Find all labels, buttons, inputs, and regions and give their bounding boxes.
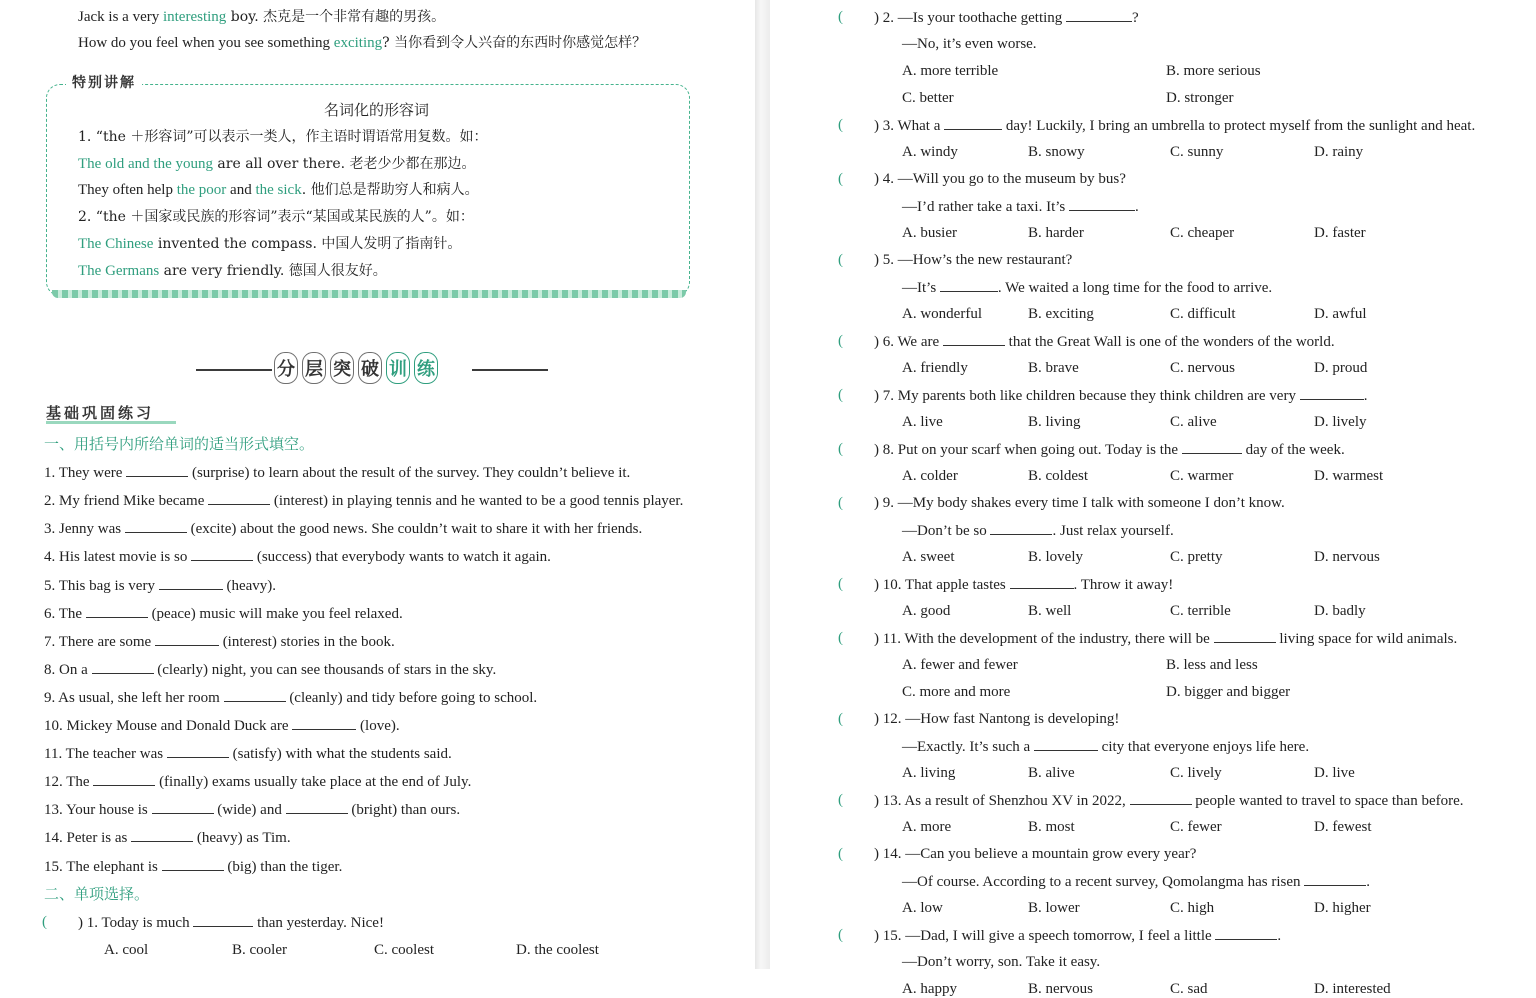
text: ) 7. My parents both like children because they think children are very bbox=[874, 388, 1300, 404]
answer-blank[interactable] bbox=[1304, 872, 1366, 886]
question-line bbox=[902, 521, 1174, 540]
option[interactable]: C. coolest bbox=[374, 942, 434, 958]
answer-blank[interactable] bbox=[159, 576, 223, 590]
text: . bbox=[1135, 199, 1139, 215]
option[interactable]: B. alive bbox=[1028, 765, 1075, 781]
option[interactable]: A. good bbox=[902, 603, 951, 619]
text: than yesterday. Nice! bbox=[253, 915, 384, 931]
text: are very friendly. 德国人很友好。 bbox=[159, 263, 387, 279]
fill-in-item bbox=[44, 632, 395, 651]
text: ) 4. —Will you go to the museum by bus? bbox=[874, 171, 1126, 187]
option[interactable]: A. busier bbox=[902, 225, 957, 241]
answer-paren: ( bbox=[42, 914, 47, 930]
text: (surprise) to learn about the result of the survey. They couldn’t believe it. bbox=[188, 465, 631, 481]
text: . We waited a long time for the food to arrive. bbox=[997, 280, 1273, 296]
answer-blank[interactable] bbox=[152, 800, 214, 814]
option[interactable]: B. living bbox=[1028, 414, 1081, 430]
text: 3. Jenny was bbox=[44, 521, 125, 537]
tips-example bbox=[78, 155, 476, 173]
question-line bbox=[902, 872, 1370, 891]
text: (big) than the tiger. bbox=[223, 859, 343, 875]
text: ) 6. We are bbox=[874, 334, 943, 350]
option[interactable]: C. cheaper bbox=[1170, 225, 1235, 241]
text: (peace) music will make you feel relaxed. bbox=[147, 606, 403, 622]
banner-char: 破 bbox=[358, 352, 382, 384]
text: . bbox=[1363, 388, 1368, 404]
text: 1. They were bbox=[44, 465, 127, 481]
highlight-word: The old and the young bbox=[78, 156, 213, 172]
option[interactable]: B. exciting bbox=[1028, 306, 1094, 322]
text: —No, it’s even worse. bbox=[902, 36, 1037, 52]
left-page bbox=[0, 0, 755, 969]
banner-char: 突 bbox=[330, 352, 354, 384]
text: ) 14. —Can you believe a mountain grow every year? bbox=[874, 846, 1197, 862]
option[interactable]: B. snowy bbox=[1028, 144, 1085, 160]
question-stem bbox=[874, 440, 1345, 459]
text: (success) that everybody wants to watch it again. bbox=[253, 549, 551, 565]
question-line bbox=[902, 35, 1037, 53]
text: ) 2. —Is your toothache getting bbox=[874, 10, 1067, 26]
question-line bbox=[902, 953, 1100, 971]
option[interactable]: C. lively bbox=[1170, 765, 1222, 781]
text: ? bbox=[1132, 10, 1139, 26]
text: . Throw it away! bbox=[1073, 577, 1174, 593]
question-stem bbox=[874, 845, 1196, 863]
text: (cleanly) and tidy before going to school. bbox=[285, 690, 538, 706]
option[interactable]: D. higher bbox=[1314, 900, 1371, 916]
page-gutter bbox=[755, 0, 770, 969]
text: Jack is a very bbox=[78, 9, 163, 25]
text: (finally) exams usually take place at the end of July. bbox=[155, 774, 472, 790]
answer-blank[interactable] bbox=[167, 744, 229, 758]
option[interactable]: C. terrible bbox=[1170, 603, 1231, 619]
answer-blank[interactable] bbox=[193, 913, 253, 927]
fill-in-item bbox=[44, 772, 471, 791]
text: ) 10. That apple tastes bbox=[874, 577, 1010, 593]
section-banner bbox=[274, 352, 438, 386]
text: —Don’t be so bbox=[902, 523, 991, 539]
text: —It’s bbox=[902, 280, 940, 296]
option[interactable]: A. friendly bbox=[902, 360, 968, 376]
option[interactable]: D. the coolest bbox=[516, 942, 599, 958]
option[interactable]: C. warmer bbox=[1170, 468, 1234, 484]
text: (heavy). bbox=[222, 578, 277, 594]
highlight-word: exciting bbox=[333, 35, 383, 51]
answer-paren: ( bbox=[838, 171, 843, 187]
text: ? 当你看到令人兴奋的东西时你感觉怎样？ bbox=[382, 35, 647, 51]
answer-paren: ( bbox=[838, 927, 843, 943]
answer-paren: ( bbox=[838, 117, 843, 133]
option[interactable]: D. nervous bbox=[1314, 549, 1380, 565]
answer-paren: ( bbox=[838, 333, 843, 349]
part-2-heading: 二、单项选择。 bbox=[44, 885, 150, 903]
option[interactable]: C. high bbox=[1170, 900, 1215, 916]
answer-paren: ( bbox=[838, 846, 843, 862]
tips-example bbox=[78, 262, 387, 280]
option[interactable]: A. cool bbox=[104, 942, 149, 958]
option[interactable]: D. proud bbox=[1314, 360, 1368, 376]
text: boy. 杰克是一个非常有趣的男孩。 bbox=[226, 9, 446, 25]
highlight-word: the poor bbox=[176, 182, 227, 198]
banner-char: 层 bbox=[302, 352, 326, 384]
answer-blank[interactable] bbox=[131, 828, 193, 842]
text: 11. The teacher was bbox=[44, 746, 167, 762]
intro-line bbox=[78, 8, 445, 26]
option[interactable]: D. interested bbox=[1314, 981, 1391, 997]
text: They often help bbox=[78, 182, 177, 198]
option[interactable]: B. well bbox=[1028, 603, 1072, 619]
text: (heavy) as Tim. bbox=[193, 830, 291, 846]
fill-in-item bbox=[44, 800, 460, 819]
intro-line bbox=[78, 34, 646, 52]
option[interactable]: A. colder bbox=[902, 468, 958, 484]
text: (bright) than ours. bbox=[347, 802, 461, 818]
text: 10. Mickey Mouse and Donald Duck are bbox=[44, 718, 293, 734]
answer-blank[interactable] bbox=[1182, 440, 1242, 454]
answer-blank[interactable] bbox=[93, 772, 155, 786]
option[interactable]: B. less and less bbox=[1166, 657, 1258, 673]
fill-in-item bbox=[44, 688, 537, 707]
option[interactable]: A. living bbox=[902, 765, 956, 781]
text: are all over there. 老老少少都在那边。 bbox=[212, 156, 476, 172]
answer-paren: ( bbox=[838, 576, 843, 592]
answer-paren: ( bbox=[838, 9, 843, 25]
answer-blank[interactable] bbox=[155, 632, 219, 646]
option[interactable]: C. alive bbox=[1170, 414, 1217, 430]
tips-heading: 特别讲解 bbox=[66, 72, 142, 92]
option[interactable]: A. windy bbox=[902, 144, 958, 160]
answer-blank[interactable] bbox=[286, 800, 348, 814]
text: (wide) and bbox=[213, 802, 286, 818]
option[interactable]: D. live bbox=[1314, 765, 1355, 781]
tips-box-border-decoration bbox=[52, 290, 686, 298]
question-stem bbox=[874, 629, 1457, 648]
question-stem bbox=[874, 332, 1335, 351]
text: ) 3. What a bbox=[874, 118, 945, 134]
answer-blank[interactable] bbox=[940, 278, 998, 292]
option[interactable]: B. nervous bbox=[1028, 981, 1093, 997]
question-stem bbox=[874, 791, 1464, 810]
answer-blank[interactable] bbox=[208, 491, 270, 505]
option[interactable]: C. difficult bbox=[1170, 306, 1236, 322]
answer-blank[interactable] bbox=[292, 716, 356, 730]
text: (interest) stories in the book. bbox=[218, 634, 395, 650]
text: 2. My friend Mike became bbox=[44, 493, 209, 509]
fill-in-item bbox=[44, 828, 291, 847]
text: 12. The bbox=[44, 774, 94, 790]
option[interactable]: D. bigger and bigger bbox=[1166, 684, 1291, 700]
question-stem bbox=[874, 251, 1072, 269]
text: ) 5. —How’s the new restaurant? bbox=[874, 252, 1073, 268]
fill-in-item bbox=[44, 857, 342, 876]
text: day of the week. bbox=[1241, 442, 1345, 458]
question-stem bbox=[874, 116, 1475, 135]
text: . Just relax yourself. bbox=[1052, 523, 1174, 539]
fill-in-item bbox=[44, 604, 403, 623]
answer-blank[interactable] bbox=[191, 547, 253, 561]
fill-in-item bbox=[44, 660, 496, 679]
answer-blank[interactable] bbox=[125, 519, 187, 533]
text: (satisfy) with what the students said. bbox=[228, 746, 452, 762]
text: ) 15. —Dad, I will give a speech tomorrow, I feel a little bbox=[874, 928, 1216, 944]
tips-example bbox=[78, 235, 461, 253]
fill-in-item bbox=[44, 716, 400, 735]
answer-paren: ( bbox=[838, 495, 843, 511]
text: living space for wild animals. bbox=[1275, 631, 1458, 647]
option[interactable]: C. more and more bbox=[902, 684, 1011, 700]
question-stem bbox=[874, 710, 1119, 728]
question-line bbox=[902, 197, 1139, 216]
text: 6. The bbox=[44, 606, 86, 622]
option[interactable]: C. fewer bbox=[1170, 819, 1222, 835]
answer-blank[interactable] bbox=[943, 332, 1005, 346]
text: —Of course. According to a recent survey, Qomolangma has risen bbox=[902, 874, 1305, 890]
option[interactable]: D. rainy bbox=[1314, 144, 1364, 160]
text: (excite) about the good news. She couldn’t wait to share it with her friends. bbox=[186, 521, 643, 537]
text: city that everyone enjoys life here. bbox=[1097, 739, 1310, 755]
answer-blank[interactable] bbox=[1069, 197, 1135, 211]
question-stem bbox=[874, 494, 1285, 512]
answer-paren: ( bbox=[838, 441, 843, 457]
option[interactable]: B. lower bbox=[1028, 900, 1080, 916]
option[interactable]: C. better bbox=[902, 90, 954, 106]
banner-char: 练 bbox=[414, 352, 438, 384]
banner-char: 分 bbox=[274, 352, 298, 384]
text: 9. As usual, she left her room bbox=[44, 690, 224, 706]
option[interactable]: C. sunny bbox=[1170, 144, 1224, 160]
text: (love). bbox=[356, 718, 400, 734]
option[interactable]: B. cooler bbox=[232, 942, 287, 958]
text: 4. His latest movie is so bbox=[44, 549, 192, 565]
answer-paren: ( bbox=[838, 711, 843, 727]
fill-in-item bbox=[44, 547, 551, 566]
fill-in-item bbox=[44, 463, 630, 482]
question-line bbox=[902, 278, 1272, 297]
text: How do you feel when you see something bbox=[78, 35, 334, 51]
answer-blank[interactable] bbox=[1215, 926, 1277, 940]
fill-in-item bbox=[44, 744, 452, 763]
text: 13. Your house is bbox=[44, 802, 152, 818]
tips-title: 名词化的形容词 bbox=[324, 101, 430, 119]
answer-blank[interactable] bbox=[126, 463, 188, 477]
option[interactable]: D. lively bbox=[1314, 414, 1367, 430]
text: (interest) in playing tennis and he wanted to be a good tennis player. bbox=[270, 493, 684, 509]
text: 5. This bag is very bbox=[44, 578, 159, 594]
banner-rule bbox=[472, 369, 548, 371]
option[interactable]: A. happy bbox=[902, 981, 957, 997]
text: 7. There are some bbox=[44, 634, 155, 650]
answer-blank[interactable] bbox=[162, 857, 224, 871]
text: people wanted to travel to space than before. bbox=[1191, 793, 1464, 809]
option[interactable]: A. sweet bbox=[902, 549, 955, 565]
text: and bbox=[226, 182, 256, 198]
text: 14. Peter is as bbox=[44, 830, 132, 846]
tips-rule-2: 2. “the ＋国家或民族的形容词”表示“某国或某民族的人”。如： bbox=[78, 209, 474, 225]
answer-paren: ( bbox=[838, 630, 843, 646]
text: —I’d rather take a taxi. It’s bbox=[902, 199, 1070, 215]
option[interactable]: D. fewest bbox=[1314, 819, 1372, 835]
option[interactable]: A. live bbox=[902, 414, 943, 430]
text: . 他们总是帮助穷人和病人。 bbox=[301, 182, 479, 198]
text: ) 12. —How fast Nantong is developing! bbox=[874, 711, 1120, 727]
right-page bbox=[770, 0, 1536, 997]
option[interactable]: B. more serious bbox=[1166, 63, 1261, 79]
text: . bbox=[1277, 928, 1282, 944]
text: 15. The elephant is bbox=[44, 859, 162, 875]
banner-rule bbox=[196, 369, 272, 371]
answer-blank[interactable] bbox=[1010, 575, 1074, 589]
question-stem bbox=[874, 386, 1367, 405]
tips-rule-1: 1. “the ＋形容词”可以表示一类人，作主语时谓语常用复数。如： bbox=[78, 129, 488, 145]
option[interactable]: D. awful bbox=[1314, 306, 1367, 322]
answer-blank[interactable] bbox=[990, 521, 1052, 535]
text: day! Luckily, I bring an umbrella to protect myself from the sunlight and heat. bbox=[1002, 118, 1476, 134]
option[interactable]: B. most bbox=[1028, 819, 1075, 835]
highlight-word: interesting bbox=[162, 9, 227, 25]
question-stem bbox=[874, 170, 1126, 188]
highlight-word: The Chinese bbox=[78, 236, 154, 252]
text: ) 11. With the development of the industry, there will be bbox=[874, 631, 1214, 647]
highlight-word: the sick bbox=[255, 182, 302, 198]
option[interactable]: B. coldest bbox=[1028, 468, 1088, 484]
tips-example bbox=[78, 181, 479, 199]
option[interactable]: C. sad bbox=[1170, 981, 1208, 997]
question-stem bbox=[78, 913, 384, 932]
answer-blank[interactable] bbox=[944, 116, 1002, 130]
text: that the Great Wall is one of the wonders of the world. bbox=[1004, 334, 1335, 350]
option[interactable]: D. warmest bbox=[1314, 468, 1384, 484]
text: —Don’t worry, son. Take it easy. bbox=[902, 954, 1101, 970]
highlight-word: The Germans bbox=[78, 263, 160, 279]
text: —Exactly. It’s such a bbox=[902, 739, 1034, 755]
text: ) 13. As a result of Shenzhou XV in 2022, bbox=[874, 793, 1130, 809]
text: ) 9. —My body shakes every time I talk with someone I don’t know. bbox=[874, 495, 1285, 511]
answer-blank[interactable] bbox=[224, 688, 286, 702]
option[interactable]: C. nervous bbox=[1170, 360, 1235, 376]
option[interactable]: B. lovely bbox=[1028, 549, 1083, 565]
answer-blank[interactable] bbox=[1034, 737, 1098, 751]
section-title: 基础巩固练习 bbox=[46, 404, 155, 422]
text: ) 1. Today is much bbox=[78, 915, 194, 931]
answer-blank[interactable] bbox=[1066, 8, 1132, 22]
option[interactable]: D. badly bbox=[1314, 603, 1366, 619]
text: ) 8. Put on your scarf when going out. Today is the bbox=[874, 442, 1182, 458]
option[interactable]: B. harder bbox=[1028, 225, 1084, 241]
option[interactable]: A. fewer and fewer bbox=[902, 657, 1018, 673]
option[interactable]: C. pretty bbox=[1170, 549, 1223, 565]
text: . bbox=[1366, 874, 1370, 890]
text: 8. On a bbox=[44, 662, 92, 678]
option[interactable]: D. faster bbox=[1314, 225, 1366, 241]
banner-char: 训 bbox=[386, 352, 410, 384]
answer-paren: ( bbox=[838, 387, 843, 403]
fill-in-item bbox=[44, 576, 276, 595]
option[interactable]: A. more bbox=[902, 819, 952, 835]
part-1-heading: 一、用括号内所给单词的适当形式填空。 bbox=[44, 435, 315, 453]
question-stem bbox=[874, 8, 1139, 27]
question-line bbox=[902, 737, 1309, 756]
option[interactable]: A. low bbox=[902, 900, 943, 916]
answer-blank[interactable] bbox=[1300, 386, 1364, 400]
answer-paren: ( bbox=[838, 252, 843, 268]
answer-blank[interactable] bbox=[92, 660, 154, 674]
answer-blank[interactable] bbox=[86, 604, 148, 618]
option[interactable]: A. wonderful bbox=[902, 306, 982, 322]
question-stem bbox=[874, 926, 1281, 945]
question-stem bbox=[874, 575, 1173, 594]
option[interactable]: B. brave bbox=[1028, 360, 1079, 376]
answer-paren: ( bbox=[838, 792, 843, 808]
answer-blank[interactable] bbox=[1130, 791, 1192, 805]
text: (clearly) night, you can see thousands of stars in the sky. bbox=[153, 662, 497, 678]
fill-in-item bbox=[44, 491, 683, 510]
answer-blank[interactable] bbox=[1214, 629, 1276, 643]
fill-in-item bbox=[44, 519, 642, 538]
text: invented the compass. 中国人发明了指南针。 bbox=[153, 236, 462, 252]
option[interactable]: D. stronger bbox=[1166, 90, 1234, 106]
option[interactable]: A. more terrible bbox=[902, 63, 999, 79]
